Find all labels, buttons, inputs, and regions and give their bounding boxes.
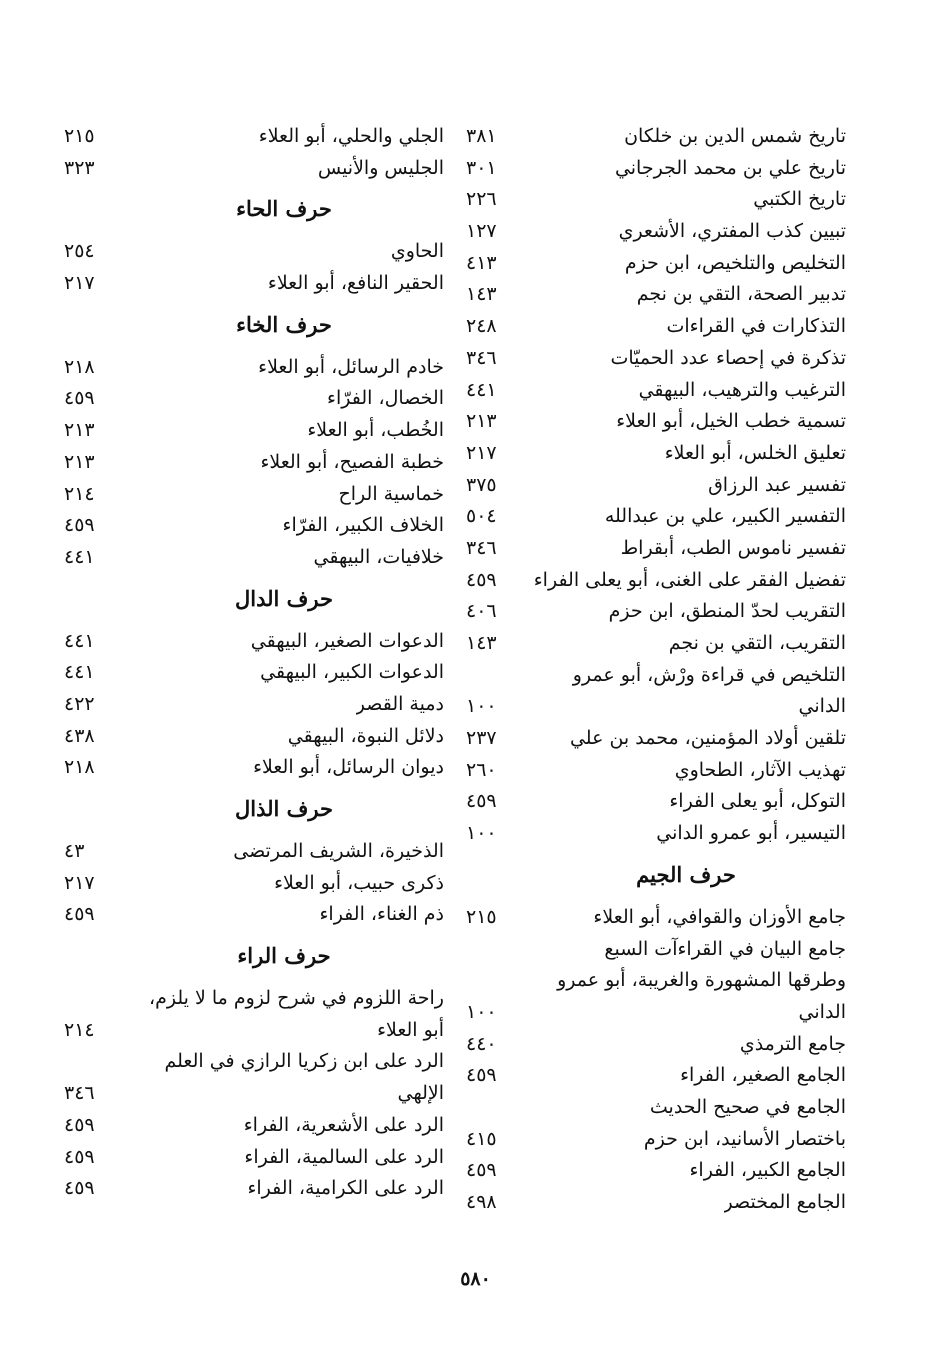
entry-page: ١٢٧ [466,220,497,243]
section-heading-dal: حرف الدال [235,585,333,611]
entry-title: راحة اللزوم في شرح لزوم ما لا يلزم، [148,987,444,1010]
index-entry [466,470,846,502]
index-entry [64,415,444,447]
entry-title: الرد على السالمية، الفراء [244,1145,444,1168]
entry-title: التلخيص في قراءة ورْش، أبو عمرو [572,663,846,686]
entry-title-continuation: الداني [798,1000,846,1023]
index-entry [466,755,846,787]
entry-list-jim [466,902,846,1219]
entry-page: ٤٥٩ [64,903,95,926]
index-entry [466,565,846,597]
entry-title: خطبة الفصيح، أبو العلاء [260,450,444,473]
index-entry [466,121,846,153]
entry-page: ٥٠٤ [466,505,497,528]
index-entry [64,752,444,784]
index-entry [466,596,846,628]
page-number: ٥٨٠ [460,1268,491,1290]
entry-title: الرد على ابن زكريا الرازي في العلم [164,1050,444,1073]
entry-title-continuation: الإلهي [397,1082,444,1105]
entry-page: ٣٨١ [466,125,497,147]
entry-page: ٤٤١ [64,629,95,652]
index-entry [466,723,846,755]
entry-title: التخليص والتلخيص، ابن حزم [624,251,846,274]
entry-title: تاريخ علي بن محمد الجرجاني [614,156,846,179]
index-entry [64,1110,444,1142]
entry-page: ٢٣٧ [466,727,497,750]
entry-page: ٢١٨ [64,355,95,378]
entry-page: ١٤٣ [466,632,497,654]
index-entry [466,343,846,375]
entry-title: الخُطب، أبو العلاء [307,419,444,442]
entry-page: ٤٣٨ [64,724,95,747]
entry-title: تلقين أولاد المؤمنين، محمد بن علي [569,727,846,750]
entry-page: ٤٤٠ [466,1032,497,1055]
right-column [466,121,846,1219]
entry-title: التيسير، أبو عمرو الداني [656,822,846,845]
entry-title: ذكرى حبيب، أبو العلاء [274,871,444,894]
entry-title: الجامع الصغير، الفراء [680,1064,846,1087]
entry-title: خماسية الراح [338,482,444,505]
index-entry [466,902,846,934]
entry-title: تدبير الصحة، التقي بن نجم [636,283,846,306]
entry-page: ٢٢٦ [466,188,497,211]
index-entry [64,689,444,721]
entry-title: جامع البيان في القراءآت السبع [604,937,846,960]
entry-page: ٢١٨ [64,756,95,779]
entry-page: ٤٥٩ [64,514,95,537]
entry-title: تسمية خطب الخيل، أبو العلاء [616,410,846,433]
entry-page: ٤٥٩ [466,790,497,813]
entry-list-ra [64,983,444,1205]
entry-title: التقريب، التقي بن نجم [668,632,846,654]
index-entry [466,1124,846,1156]
entry-page: ٤١٥ [466,1127,497,1150]
entry-page: ٣٠١ [466,156,497,179]
entry-page: ٣٢٣ [64,156,95,179]
index-entry [64,721,444,753]
entry-title: التقريب لحدّ المنطق، ابن حزم [608,600,846,623]
entry-title: الذخيرة، الشريف المرتضى [233,840,444,862]
entry-title: تذكرة في إحصاء عدد الحميّات [610,346,846,369]
entry-title-continuation: الداني [798,695,846,718]
index-entry [466,628,846,660]
entry-title: التفسير الكبير، علي بن عبدالله [604,505,846,528]
entry-title-continuation: باختصار الأسانيد، ابن حزم [643,1127,846,1150]
entry-page: ٣٧٥ [466,473,497,496]
entry-page: ٢١٧ [64,272,95,295]
entry-page: ٢١٣ [64,450,95,473]
entry-title: جامع الترمذي [739,1032,846,1055]
index-entry [64,352,444,384]
entry-title: تفسير ناموس الطب، أبقراط [620,536,846,559]
entry-list-dal [64,626,444,784]
index-entry [466,1029,846,1061]
entry-page: ٤٤١ [64,661,95,684]
entry-page: ٤٢٢ [64,692,95,715]
index-entry [466,533,846,565]
entry-title: الجليس والأنيس [317,156,444,179]
entry-list-ha [64,236,444,299]
index-entry [466,997,846,1029]
section-heading-jim: حرف الجيم [636,861,736,887]
entry-list-ta [466,121,846,850]
entry-title: الرد على الأشعرية، الفراء [243,1113,444,1136]
entry-page: ٢١٤ [64,1018,95,1041]
entry-page: ٢١٤ [64,482,95,505]
index-entry [64,836,444,868]
entry-title: التذكارات في القراءات [666,315,846,338]
section-heading-ra: حرف الراء [237,943,331,969]
entry-page: ٤٤١ [466,378,497,401]
index-entry [466,248,846,280]
entry-title: الجامع في صحيح الحديث [649,1095,846,1118]
index-entry [466,153,846,185]
entry-page: ٢١٧ [64,871,95,894]
entry-title: الخلاف الكبير، الفرّاء [282,514,444,537]
index-entry [466,438,846,470]
entry-page: ٤٥٩ [466,1159,497,1182]
entry-title: الدعوات الكبير، البيهقي [260,661,444,684]
entry-title: الجامع المختصر [723,1191,846,1213]
entry-page: ٤٥٩ [64,1177,95,1200]
entry-page: ٤٥٩ [466,1064,497,1087]
entry-title: تاريخ شمس الدين بن خلكان [624,125,846,147]
entry-page: ١٠٠ [466,822,497,845]
entry-title: خادم الرسائل، أبو العلاء [258,355,444,378]
entry-page: ٢٥٤ [64,240,95,263]
entry-page: ٢١٣ [466,410,497,433]
index-entry [64,1078,444,1110]
index-entry [64,479,444,511]
index-entry [466,375,846,407]
section-heading-kha: حرف الخاء [236,311,332,337]
entry-page: ٤٠٦ [466,600,497,623]
entry-page: ٣٤٦ [64,1082,95,1105]
entry-page: ٤٩٨ [466,1191,497,1213]
index-entry [64,510,444,542]
entry-list-jim-cont [64,121,444,184]
entry-page: ٣٤٦ [466,536,497,559]
index-entry [466,1187,846,1219]
entry-page: ٤٥٩ [64,387,95,410]
index-entry [466,311,846,343]
index-entry [466,501,846,533]
index-entry [64,868,444,900]
entry-page: ٤٤١ [64,545,95,568]
entry-title: التوكل، أبو يعلى الفراء [669,790,846,813]
index-entry [466,216,846,248]
entry-page: ٤١٣ [466,251,497,274]
entry-page: ٣٤٦ [466,346,497,369]
entry-page: ٢٦٠ [466,758,497,781]
entry-title: الخصال، الفرّاء [327,387,444,410]
entry-title: تعليق الخلس، أبو العلاء [664,441,846,464]
entry-title-continuation: وطرقها المشهورة والغريبة، أبو عمرو [557,969,846,992]
entry-title: دمية القصر [355,692,444,715]
entry-title: ذم الغناء، الفراء [319,903,444,926]
entry-page: ٤٥٩ [64,1145,95,1168]
index-entry [64,657,444,689]
index-entry [466,786,846,818]
entry-page: ١٠٠ [466,695,497,718]
entry-page: ٤٥٩ [64,1113,95,1136]
index-entry [64,383,444,415]
left-column [64,121,444,1205]
entry-list-kha [64,352,444,574]
entry-title: الحقير النافع، أبو العلاء [267,272,444,295]
entry-page: ٢١٧ [466,441,497,464]
entry-title: تهذيب الآثار، الطحاوي [674,758,846,781]
entry-page: ٢١٥ [64,125,95,147]
entry-title: تفضيل الفقر على الغنى، أبو يعلى الفراء [533,568,846,591]
index-entry [64,447,444,479]
entry-page: ٤٣ [64,840,85,862]
index-entry [466,1060,846,1092]
entry-page: ١٠٠ [466,1000,497,1023]
index-entry [466,818,846,850]
index-entry [64,1173,444,1205]
entry-page: ٢٤٨ [466,315,497,338]
entry-page: ١٤٣ [466,283,497,306]
section-heading-ha: حرف الحاء [236,196,332,222]
entry-title: جامع الأوزان والقوافي، أبو العلاء [593,905,846,928]
index-entry [64,1015,444,1047]
entry-list-thal [64,836,444,931]
entry-title: الجلي والحلي، أبو العلاء [258,125,444,147]
entry-title: الدعوات الصغير، البيهقي [250,629,444,652]
entry-title: الجامع الكبير، الفراء [689,1159,846,1182]
index-entry [466,184,846,216]
entry-title: الترغيب والترهيب، البيهقي [638,378,846,401]
entry-title: خلافيات، البيهقي [313,545,444,568]
entry-title-continuation: أبو العلاء [377,1018,444,1041]
index-entry [466,406,846,438]
index-entry [64,236,444,268]
index-entry [466,691,846,723]
entry-page: ٢١٣ [64,419,95,442]
index-entry [64,268,444,300]
index-entry [64,626,444,658]
index-entry [64,153,444,185]
entry-title: الحاوي [390,240,444,263]
index-entry [64,899,444,931]
index-entry [466,1155,846,1187]
entry-title: ديوان الرسائل، أبو العلاء [253,756,444,779]
entry-page: ٢١٥ [466,905,497,928]
entry-title: تبيين كذب المفتري، الأشعري [618,220,846,243]
entry-page: ٤٥٩ [466,568,497,591]
section-heading-thal: حرف الذال [235,796,333,821]
index-entry [466,279,846,311]
entry-title: دلائل النبوة، البيهقي [287,724,444,747]
index-entry [64,1142,444,1174]
entry-title: الرد على الكرامية، الفراء [247,1177,444,1200]
entry-title: تاريخ الكتبي [753,188,846,211]
index-entry [64,542,444,574]
index-entry [64,121,444,153]
entry-title: تفسير عبد الرزاق [708,473,846,496]
